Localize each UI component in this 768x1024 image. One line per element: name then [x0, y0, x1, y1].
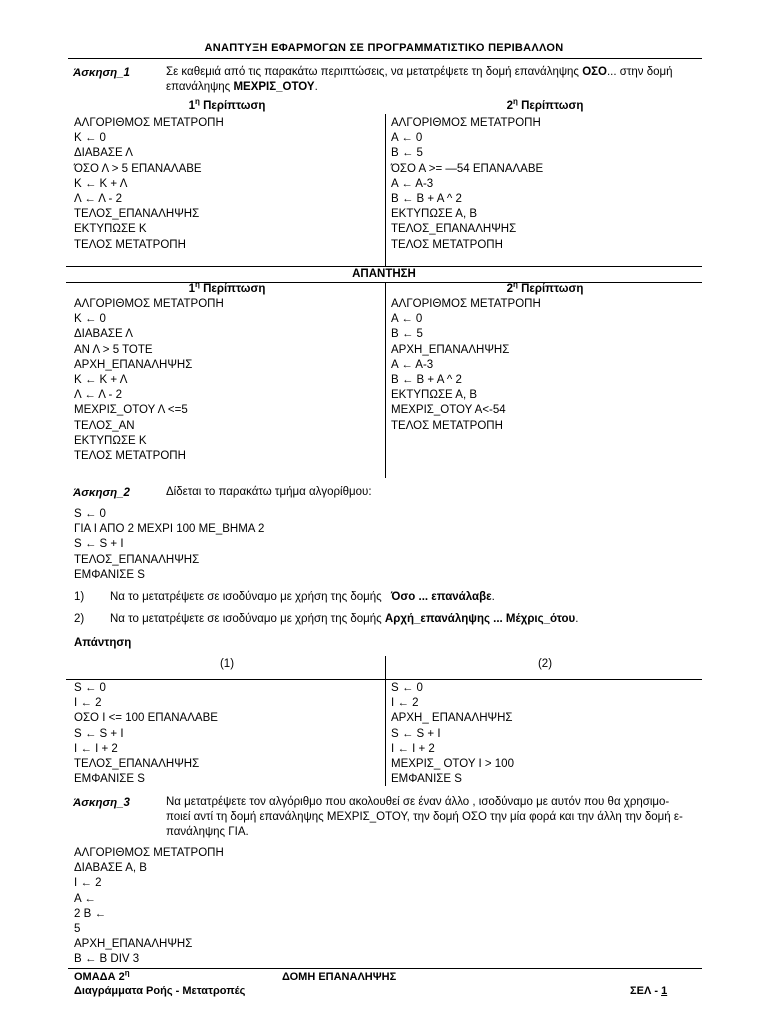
ex2-answer-rule: [66, 679, 702, 680]
answer-col-1-code: [74, 681, 218, 787]
code-line: I ← I + 2: [391, 742, 435, 755]
prompt-bold: ΟΣΟ: [582, 66, 607, 78]
case-1-heading: $1^\eta$ Περίπτωση: [188, 97, 266, 112]
exercise-2-code: [74, 507, 264, 583]
code-line: ΕΜΦΑΝΙΣΕ S: [74, 773, 145, 786]
code-line: ΕΚΤΥΠΩΣΕ Κ: [74, 434, 147, 447]
code-line: Β ← Β + Α ^ 2: [391, 373, 462, 386]
code-line: ΌΣΟ Λ > 5 ΕΠΑΝΑΛΑΒΕ: [74, 162, 202, 175]
code-line: Κ ← Κ + Λ: [74, 177, 128, 190]
exercise-1-prompt-line2: [166, 81, 318, 93]
code-line: ΕΜΦΑΝΙΣΕ S: [74, 568, 145, 581]
question-2-text: Να το μετατρέψετε σε ισοδύναμο με χρήση της δομής Αρχή_επανάληψης ... Μέχρις_ότου.: [110, 613, 579, 625]
code-line: ΤΕΛΟΣ ΜΕΤΑΤΡΟΠΗ: [391, 419, 503, 432]
code-line: ΤΕΛΟΣ_ΕΠΑΝΑΛΗΨΗΣ: [391, 223, 517, 236]
exercise-3-text-line2: ποιεί αντί τη δομή επανάληψης ΜΕΧΡΙΣ_ΟΤΟΥ, την δομή ΟΣΟ την μία φορά και την άλλη την δομή ε-: [166, 811, 683, 823]
code-line: S ← S + I: [391, 727, 441, 740]
question-1-text: Να το μετατρέψετε σε ισοδύναμο με χρήση της δομής Όσο ... επανάλαβε.: [110, 591, 495, 603]
code-line: ΔΙΑΒΑΣΕ Λ: [74, 147, 133, 160]
exercise-1-prompt-line1: [166, 66, 673, 78]
code-line: Λ ← Λ - 2: [74, 389, 122, 402]
case-2-heading: $2^\eta$ Περίπτωση: [506, 97, 584, 112]
code-line: Β ← 5: [391, 328, 423, 341]
footer-rule: [68, 968, 702, 969]
answer-col-2-heading: (2): [537, 658, 553, 670]
code-line: I ← 2: [74, 697, 102, 710]
code-line: ΑΝ Λ > 5 ΤΟΤΕ: [74, 343, 153, 356]
answer-case-1-heading: $1^\eta$ Περίπτωση: [188, 280, 266, 295]
exercise-3-text-line1: Να μετατρέψετε τον αλγόριθμο που ακολουθεί σε έναν άλλο , ισοδύναμο με αυτόν που θα χρησιμο-: [166, 796, 670, 808]
answer-case-2-heading: $2^\eta$ Περίπτωση: [506, 280, 584, 295]
case-1-code: [74, 116, 224, 253]
prompt-text: .: [314, 81, 318, 93]
exercise-2-intro: Δίδεται το παρακάτω τμήμα αλγορίθμου:: [166, 486, 372, 498]
answer-col-2-code: [391, 681, 514, 787]
code-line: 5: [74, 922, 81, 935]
answer-column-divider: [385, 282, 386, 478]
code-line: ΤΕΛΟΣ ΜΕΤΑΤΡΟΠΗ: [74, 238, 186, 251]
page-header-title: ΑΝΑΠΤΥΞΗ ΕΦΑΡΜΟΓΩΝ ΣΕ ΠΡΟΓΡΑΜΜΑΤΙΣΤΙΚΟ ΠΕΡΙΒΑΛΛΟΝ: [204, 42, 564, 54]
answer-title: ΑΠΑΝΤΗΣΗ: [352, 268, 416, 280]
prompt-text: επανάληψης: [166, 81, 234, 93]
footer-subtitle: Διαγράμματα Ροής - Μετατροπές: [74, 985, 246, 997]
code-line: Κ ← 0: [74, 132, 106, 145]
code-line: ΑΡΧΗ_ΕΠΑΝΑΛΗΨΗΣ: [74, 938, 193, 951]
code-line: ΕΜΦΑΝΙΣΕ S: [391, 773, 462, 786]
code-line: ΑΛΓΟΡΙΘΜΟΣ ΜΕΤΑΤΡΟΠΗ: [391, 298, 541, 310]
code-line: ΑΛΓΟΡΙΘΜΟΣ ΜΕΤΑΤΡΟΠΗ: [74, 117, 224, 129]
code-line: S ← 0: [74, 682, 106, 694]
case-2-code: [391, 116, 543, 253]
exercise-3-code: [74, 846, 224, 968]
code-line: ΔΙΑΒΑΣΕ Λ: [74, 328, 133, 341]
code-line: ΑΡΧΗ_ΕΠΑΝΑΛΗΨΗΣ: [391, 343, 510, 356]
code-line: ΜΕΧΡΙΣ_ ΟΤΟΥ Ι > 100: [391, 757, 514, 770]
prompt-bold: ΜΕΧΡΙΣ_ΟΤΟΥ: [233, 81, 315, 93]
question-1-number: 1): [74, 591, 85, 603]
answer-case-1-code: [74, 297, 224, 464]
code-line: ΓΙΑ Ι ΑΠΟ 2 ΜΕΧΡΙ 100 ΜΕ_ΒΗΜΑ 2: [74, 523, 265, 536]
code-line: S ← S + I: [74, 538, 124, 551]
code-line: ΤΕΛΟΣ_ΕΠΑΝΑΛΗΨΗΣ: [74, 208, 200, 221]
ex1-column-divider: [385, 114, 386, 267]
code-line: ΤΕΛΟΣ ΜΕΤΑΤΡΟΠΗ: [391, 238, 503, 251]
code-line: Β ← 5: [391, 147, 423, 160]
exercise-3-text-line3: πανάληψης ΓΙΑ.: [166, 826, 249, 838]
question-2-number: 2): [74, 613, 85, 625]
code-line: Κ ← Κ + Λ: [74, 373, 128, 386]
code-line: ΤΕΛΟΣ_ΕΠΑΝΑΛΗΨΗΣ: [74, 553, 200, 566]
answer-col-1-heading: (1): [219, 658, 235, 670]
header-rule: [68, 58, 702, 59]
prompt-text: ... στην δομή: [606, 66, 673, 78]
footer-topic: ΔΟΜΗ ΕΠΑΝΑΛΗΨΗΣ: [282, 971, 397, 983]
code-line: ΑΛΓΟΡΙΘΜΟΣ ΜΕΤΑΤΡΟΠΗ: [391, 117, 541, 129]
code-line: 2 Β ←: [74, 907, 106, 920]
code-line: S ← 0: [391, 682, 423, 694]
exercise-3-label: Άσκηση_3: [73, 797, 130, 809]
code-line: ΔΙΑΒΑΣΕ Α, Β: [74, 862, 147, 875]
code-line: ΑΡΧΗ_ΕΠΑΝΑΛΗΨΗΣ: [74, 358, 193, 371]
code-line: ΤΕΛΟΣ_ΑΝ: [74, 419, 135, 432]
code-line: ΤΕΛΟΣ ΜΕΤΑΤΡΟΠΗ: [74, 449, 186, 462]
code-line: ΕΚΤΥΠΩΣΕ Κ: [74, 223, 147, 236]
code-line: Β ← Β DIV 3: [74, 953, 140, 966]
code-line: ΑΛΓΟΡΙΘΜΟΣ ΜΕΤΑΤΡΟΠΗ: [74, 847, 224, 859]
code-line: ΕΚΤΥΠΩΣΕ Α, Β: [391, 208, 478, 221]
code-line: Α ← 0: [391, 132, 423, 145]
code-line: I ← 2: [74, 877, 102, 890]
answer-case-2-code: [391, 297, 541, 434]
code-line: S ← 0: [74, 508, 106, 520]
exercise-1-label: Άσκηση_1: [73, 67, 130, 79]
code-line: ΟΣΟ Ι <= 100 ΕΠΑΝΑΛΑΒΕ: [74, 712, 218, 725]
code-line: Α ← 0: [391, 313, 423, 326]
code-line: Α ← Α-3: [391, 358, 434, 371]
footer-page: ΣΕΛ - 1: [630, 985, 668, 997]
code-line: ΑΡΧΗ_ ΕΠΑΝΑΛΗΨΗΣ: [391, 712, 513, 725]
code-line: Β ← Β + Α ^ 2: [391, 192, 462, 205]
code-line: S ← S + I: [74, 727, 124, 740]
code-line: ΑΛΓΟΡΙΘΜΟΣ ΜΕΤΑΤΡΟΠΗ: [74, 298, 224, 310]
code-line: ΜΕΧΡΙΣ_ΟΤΟΥ Λ <=5: [74, 404, 188, 417]
code-line: ΤΕΛΟΣ_ΕΠΑΝΑΛΗΨΗΣ: [74, 757, 200, 770]
code-line: Λ ← Λ - 2: [74, 192, 122, 205]
code-line: Α ←: [74, 892, 96, 905]
code-line: I ← I + 2: [74, 742, 118, 755]
code-line: ΌΣΟ Α >= —54 ΕΠΑΝΑΛΑΒΕ: [391, 162, 544, 175]
code-line: Κ ← 0: [74, 313, 106, 326]
footer-group: ΟΜΑΔΑ $2^\eta$: [74, 968, 130, 983]
prompt-text: Σε καθεμιά από τις παρακάτω περιπτώσεις, να μετατρέψετε τη δομή επανάληψης: [166, 66, 583, 78]
ex2-column-divider: [385, 656, 386, 786]
code-line: ΜΕΧΡΙΣ_ΟΤΟΥ Α<-54: [391, 404, 506, 417]
exercise-2-answer-label: Απάντηση: [74, 637, 132, 649]
code-line: I ← 2: [391, 697, 419, 710]
code-line: ΕΚΤΥΠΩΣΕ Α, Β: [391, 389, 478, 402]
answer-top-rule: [66, 266, 702, 267]
code-line: Α ← Α-3: [391, 177, 434, 190]
exercise-2-label: Άσκηση_2: [73, 487, 130, 499]
